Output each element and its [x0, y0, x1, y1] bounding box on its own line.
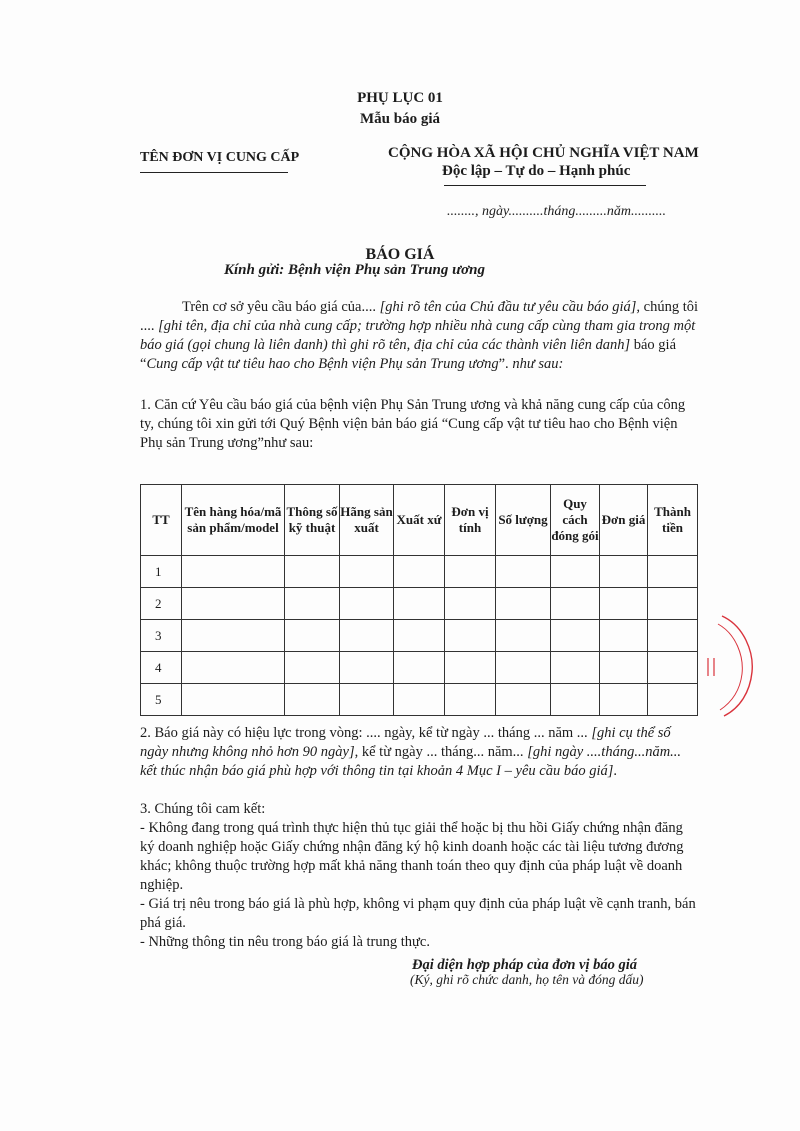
cell[interactable] [551, 588, 600, 620]
intro-text: ”. [498, 356, 513, 372]
row-number: 2 [141, 588, 182, 620]
section-3 [140, 800, 700, 952]
cell[interactable] [340, 588, 394, 620]
table-row [141, 652, 698, 684]
cell[interactable] [285, 684, 340, 716]
cell[interactable] [445, 620, 496, 652]
header-cell: TT [141, 485, 182, 556]
cell[interactable] [445, 684, 496, 716]
cell[interactable] [648, 684, 698, 716]
intro-text: như sau: [512, 356, 564, 372]
header-cell: Tên hàng hóa/mã sản phẩm/model [182, 485, 285, 556]
cell[interactable] [182, 620, 285, 652]
commitment-item: - Những thông tin nêu trong báo giá là trung thực. [140, 934, 430, 950]
cell[interactable] [340, 556, 394, 588]
cell[interactable] [445, 652, 496, 684]
commitment-heading: 3. Chúng tôi cam kết: [140, 801, 266, 817]
intro-text: chúng tôi .... [140, 299, 699, 334]
cell[interactable] [182, 556, 285, 588]
validity-placeholder: [ghi cụ thể số ngày nhưng không nhỏ hơn 90 ngày] [140, 725, 671, 760]
cell[interactable] [648, 556, 698, 588]
section-2 [140, 724, 700, 781]
table-row [141, 620, 698, 652]
commitment-item: - Không đang trong quá trình thực hiện thủ tục giải thể hoặc bị thu hồi Giấy chứng nhận đăng ký doanh nghiệp hoặc Giấy chứng nhận đăng ký hộ kinh doanh hoặc các tài liệu tương đương khác; không thuộc trường hợp mất khả năng thanh toán theo quy định của pháp luật về doanh nghiệp. [140, 820, 684, 893]
row-number: 1 [141, 556, 182, 588]
date-line: ........, ngày..........tháng.........năm.......... [447, 204, 666, 219]
header-cell: Thành tiền [648, 485, 698, 556]
intro-placeholder-investor: [ghi rõ tên của Chủ đầu tư yêu cầu báo giá], [379, 299, 641, 315]
section-1: 1. Căn cứ Yêu cầu báo giá của bệnh viện Phụ Sản Trung ương và khả năng cung cấp của công ty, chúng tôi xin gửi tới Quý Bệnh viện bản báo giá “Cung cấp vật tư tiêu hao cho Bệnh viện Phụ sản Trung ương”như sau: [140, 397, 686, 451]
cell[interactable] [551, 556, 600, 588]
recipient: Kính gửi: Bệnh viện Phụ sản Trung ương [224, 262, 485, 278]
cell[interactable] [648, 588, 698, 620]
cell[interactable] [285, 620, 340, 652]
row-number: 5 [141, 684, 182, 716]
validity-text: . [613, 763, 617, 779]
cell[interactable] [496, 556, 551, 588]
cell[interactable] [340, 684, 394, 716]
intro-package-name: Cung cấp vật tư tiêu hao cho Bệnh viện Phụ sản Trung ương [146, 356, 499, 372]
cell[interactable] [394, 620, 445, 652]
motto-underline [444, 185, 646, 186]
cell[interactable] [600, 620, 648, 652]
cell[interactable] [285, 588, 340, 620]
appendix-title: PHỤ LỤC 01 [357, 90, 443, 106]
cell[interactable] [285, 652, 340, 684]
header-cell: Thông số kỹ thuật [285, 485, 340, 556]
intro-paragraph [140, 298, 700, 374]
header-cell: Xuất xứ [394, 485, 445, 556]
cell[interactable] [551, 652, 600, 684]
cell[interactable] [496, 588, 551, 620]
cell[interactable] [182, 652, 285, 684]
row-number: 3 [141, 620, 182, 652]
quote-table [140, 484, 698, 716]
cell[interactable] [394, 556, 445, 588]
cell[interactable] [551, 684, 600, 716]
cell[interactable] [648, 652, 698, 684]
signature-note: (Ký, ghi rõ chức danh, họ tên và đóng dấu) [410, 972, 644, 987]
cell[interactable] [600, 684, 648, 716]
appendix-subtitle: Mẫu báo giá [359, 111, 440, 127]
signature-title: Đại diện hợp pháp của đơn vị báo giá [412, 957, 638, 973]
table-row [141, 556, 698, 588]
nation-title: CỘNG HÒA XÃ HỘI CHỦ NGHĨA VIỆT NAM [388, 145, 699, 161]
supplier-unit-label: TÊN ĐƠN VỊ CUNG CẤP [140, 150, 300, 165]
table-row [141, 684, 698, 716]
cell[interactable] [340, 652, 394, 684]
cell[interactable] [600, 588, 648, 620]
document-title: BÁO GIÁ [365, 246, 435, 263]
cell[interactable] [182, 684, 285, 716]
table-row [141, 588, 698, 620]
cell[interactable] [600, 652, 648, 684]
cell[interactable] [182, 588, 285, 620]
cell[interactable] [496, 652, 551, 684]
cell[interactable] [394, 652, 445, 684]
cell[interactable] [340, 620, 394, 652]
header-cell: Đơn vị tính [445, 485, 496, 556]
validity-text: 2. Báo giá này có hiệu lực trong vòng: .... ngày, kể từ ngày ... tháng ... năm ... [140, 725, 592, 741]
cell[interactable] [285, 556, 340, 588]
table-header-row [141, 485, 698, 556]
cell[interactable] [551, 620, 600, 652]
header-cell: Hãng sản xuất [340, 485, 394, 556]
motto: Độc lập – Tự do – Hạnh phúc [442, 163, 631, 179]
validity-end-placeholder: [ghi ngày ....tháng...năm... kết thúc nhận báo giá phù hợp với thông tin tại khoản 4 Mục I – yêu cầu báo giá] [140, 744, 682, 779]
cell[interactable] [496, 620, 551, 652]
cell[interactable] [394, 684, 445, 716]
cell[interactable] [648, 620, 698, 652]
supplier-underline [140, 172, 288, 173]
stamp-fragment [704, 612, 758, 720]
intro-placeholder-supplier: [ghi tên, địa chỉ của nhà cung cấp; trường hợp nhiều nhà cung cấp cùng tham gia trong một báo giá (gọi chung là liên danh) thì ghi rõ tên, địa chỉ của các thành viên liên danh] [140, 318, 696, 353]
cell[interactable] [600, 556, 648, 588]
header-cell: Quy cách đóng gói [551, 485, 600, 556]
intro-text: Trên cơ sở yêu cầu báo giá của.... [182, 299, 380, 315]
cell[interactable] [445, 588, 496, 620]
header-cell: Đơn giá [600, 485, 648, 556]
row-number: 4 [141, 652, 182, 684]
intro-text: báo giá “ [140, 337, 677, 372]
cell[interactable] [496, 684, 551, 716]
validity-text: , kể từ ngày ... tháng... năm... [354, 744, 528, 760]
cell[interactable] [394, 588, 445, 620]
cell[interactable] [445, 556, 496, 588]
commitment-item: - Giá trị nêu trong báo giá là phù hợp, không vi phạm quy định của pháp luật về cạnh tranh, bán phá giá. [140, 896, 696, 931]
header-cell: Số lượng [496, 485, 551, 556]
